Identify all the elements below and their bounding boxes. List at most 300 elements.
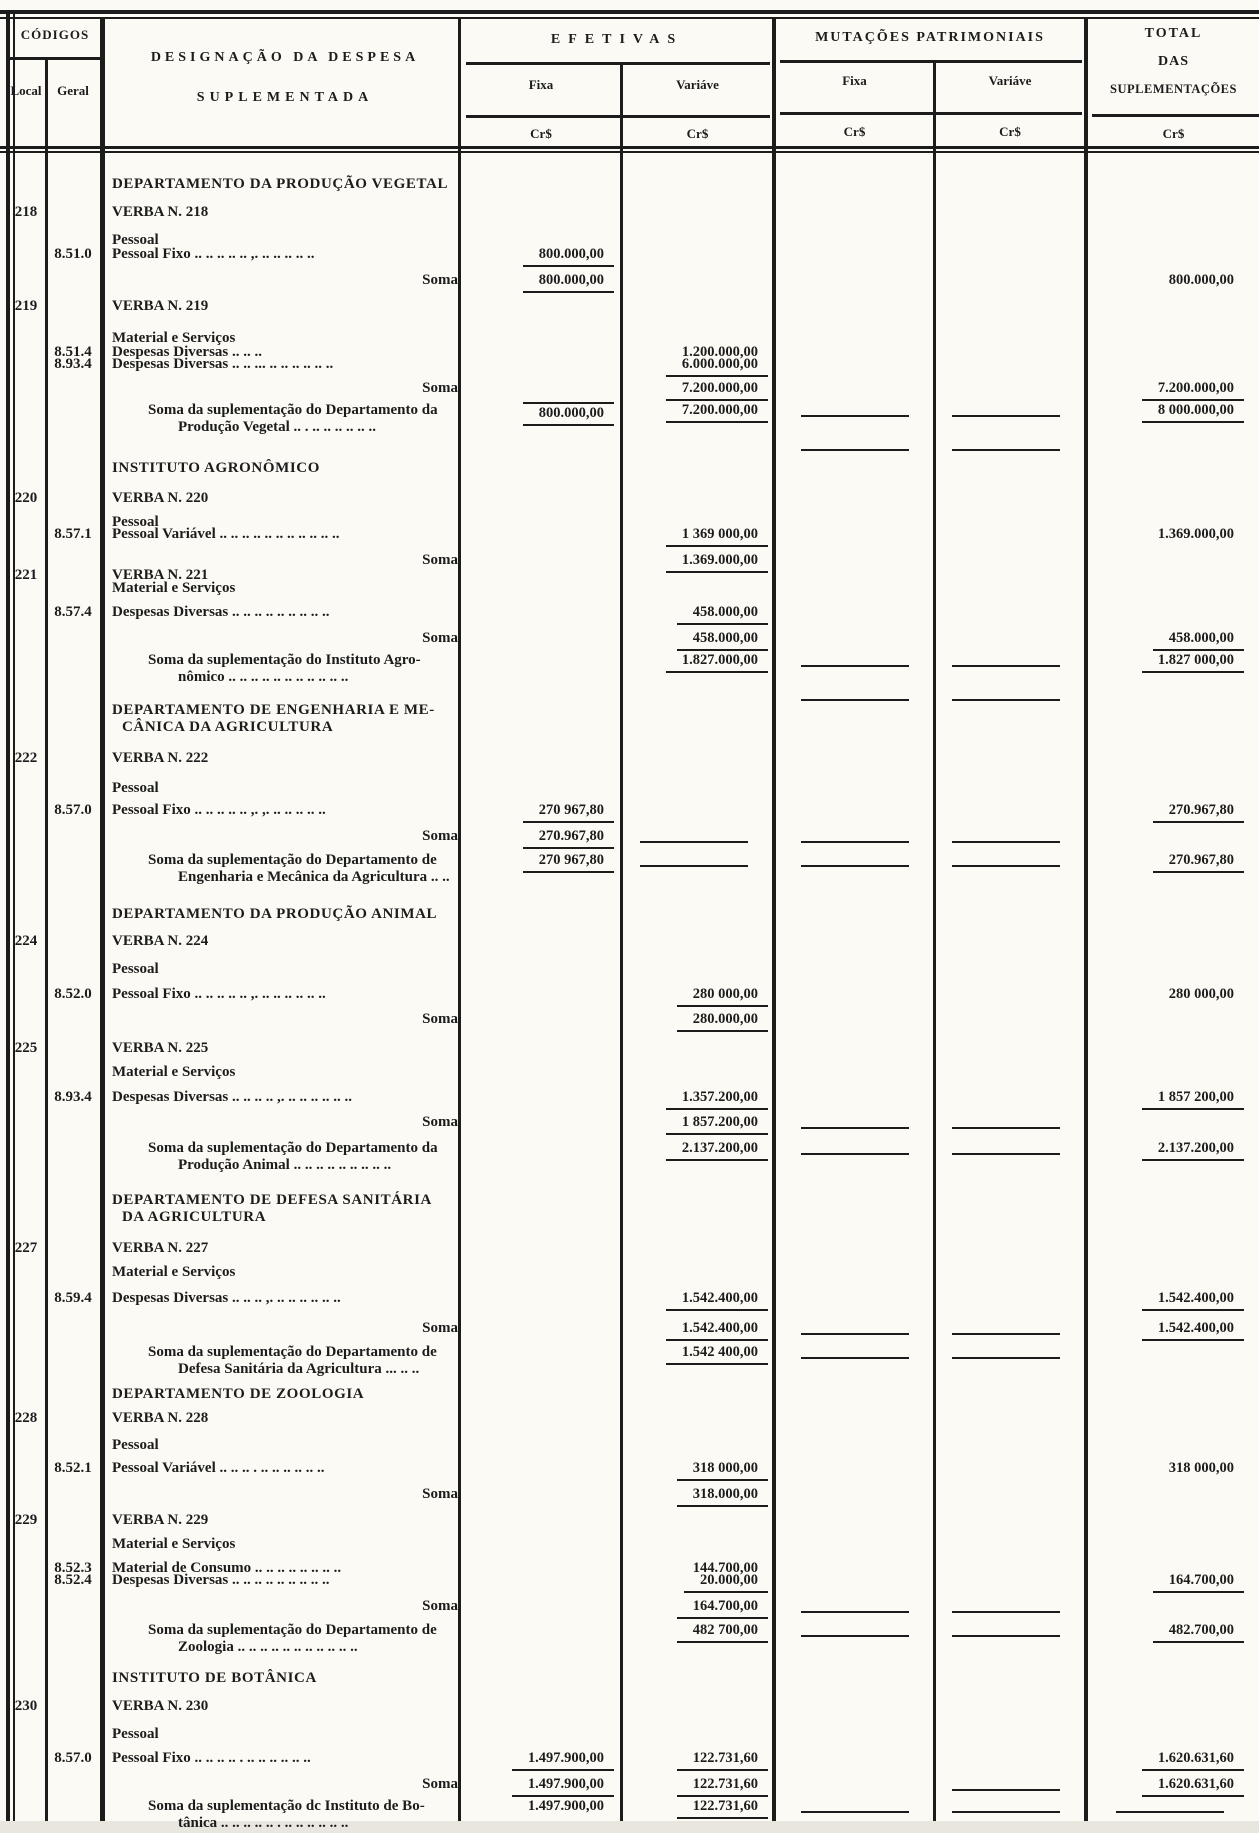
table-row-verba-229 — [0, 1512, 1259, 1538]
designacao-text — [112, 1750, 458, 1767]
designacao-text — [112, 204, 458, 221]
blank-dash — [801, 1635, 909, 1637]
total-header-line2: DAS — [1157, 54, 1189, 69]
header-bottom-line-1 — [0, 146, 1259, 149]
designacao-text — [112, 852, 458, 887]
blank-dash — [801, 1357, 909, 1359]
amount-value: 1.497.900,00 — [512, 1776, 614, 1797]
blank-dash — [640, 841, 748, 843]
designacao-line1: VERBA N. 219 — [112, 298, 209, 314]
blank-dash — [801, 1333, 909, 1335]
amount-value: 1 857.200,00 — [666, 1114, 768, 1135]
total-underline — [1092, 114, 1259, 117]
table-row-soma-4 — [0, 272, 1259, 298]
table-row-verba-230 — [0, 1698, 1259, 1724]
local-code: 227 — [14, 1240, 38, 1256]
local-code: 221 — [14, 567, 38, 583]
codigos-header: CÓDIGOS — [20, 27, 90, 42]
geral-column-header: Geral — [57, 83, 89, 98]
designacao-line1: VERBA N. 227 — [112, 1240, 209, 1256]
blank-dash — [801, 415, 909, 417]
amount-value: 270.967,80 — [1153, 802, 1244, 823]
designacao-text — [112, 1512, 458, 1529]
amount-value: 122.731,60 — [677, 1798, 768, 1819]
amount-cell-total — [1086, 380, 1244, 401]
amount-cell-fixa — [462, 1798, 614, 1817]
efetivas-underline — [466, 62, 770, 65]
amount-value: 458.000,00 — [677, 630, 768, 651]
amount-cell-variave — [624, 1290, 768, 1311]
table-row-item-8.57.0 — [0, 1750, 1259, 1776]
designacao-text — [112, 1726, 458, 1743]
designacao-text — [112, 986, 458, 1003]
amount-value: 1.827 000,00 — [1142, 652, 1244, 673]
amount-cell-total — [1086, 1750, 1244, 1771]
amount-cell-total — [1086, 852, 1244, 873]
designacao-text — [112, 1344, 458, 1379]
designacao-text — [112, 580, 458, 597]
designacao-line1: Material e Serviços — [112, 1064, 236, 1080]
designacao-line1: Pessoal — [112, 514, 159, 530]
amount-cell-variave — [624, 1460, 768, 1481]
amount-cell-variave — [624, 1598, 768, 1619]
efetivas-variave-header: Variáve — [676, 77, 719, 92]
amount-value: 318 000,00 — [1168, 1460, 1234, 1476]
amount-cell-variave — [624, 1798, 768, 1819]
table-row-section-27 — [0, 906, 1259, 932]
designacao-line1: Despesas Diversas .. .. .. .. ,. .. .. .. .. .. .. — [112, 1089, 352, 1105]
table-row-verba-220 — [0, 490, 1259, 516]
geral-code: 8.93.4 — [54, 1089, 92, 1105]
amount-value: 7.200.000,00 — [666, 402, 768, 423]
designacao-line1: DEPARTAMENTO DA PRODUÇÃO VEGETAL — [112, 176, 449, 192]
table-row-subhead-33 — [0, 1064, 1259, 1090]
designacao-line1: Despesas Diversas .. .. .. ,. .. .. .. .. .. .. — [112, 1290, 341, 1306]
amount-cell-fixa — [462, 272, 614, 293]
header-bottom-line-2 — [0, 151, 1259, 153]
blank-dash — [952, 1811, 1060, 1813]
amount-cell-variave — [624, 1114, 768, 1135]
local-code: 222 — [14, 750, 38, 766]
amount-value: 318 000,00 — [677, 1460, 768, 1481]
amount-value: 2.137.200,00 — [1142, 1140, 1244, 1161]
table-row-soma-25 — [0, 828, 1259, 854]
designacao-line1: Soma da suplementação do Departamento da — [148, 1140, 438, 1156]
amount-cell-total — [1086, 986, 1244, 1005]
total-header-line3: SUPLEMENTAÇÕES — [1110, 82, 1237, 96]
mutacoes-fixa-currency: Cr$ — [843, 124, 866, 139]
designacao-line1: Pessoal — [112, 1726, 159, 1742]
blank-dash — [801, 1811, 909, 1813]
amount-value: 800.000,00 — [523, 272, 614, 293]
geral-code: 8.52.3 — [54, 1560, 92, 1576]
amount-cell-total — [1086, 1320, 1244, 1341]
blank-dash — [801, 699, 909, 701]
designacao-line1: Soma — [422, 1486, 458, 1502]
efetivas-sub-underline — [466, 115, 770, 118]
table-row-item-8.57.0 — [0, 802, 1259, 828]
efetivas-fixa-currency: Cr$ — [530, 126, 552, 141]
amount-cell-variave — [624, 1572, 768, 1593]
efetivas-group-header: EFETIVAS — [550, 32, 684, 47]
blank-dash — [952, 1635, 1060, 1637]
designacao-line1: INSTITUTO DE BOTÂNICA — [112, 1670, 317, 1686]
designacao-line1: Despesas Diversas .. .. .. .. .. .. .. .. .. — [112, 604, 330, 620]
table-row-item-8.59.4 — [0, 1290, 1259, 1316]
efetivas-fixa-header: Fixa — [528, 77, 554, 92]
amount-cell-variave — [624, 356, 768, 377]
table-row-item-8.93.4 — [0, 1089, 1259, 1115]
table-row-soma-31 — [0, 1011, 1259, 1037]
designacao-text — [112, 1089, 458, 1106]
designacao-line1: Soma — [422, 828, 458, 844]
designacao-text — [112, 1437, 458, 1454]
designacao-line1: Soma da suplementação dc Instituto de Bo- — [148, 1798, 425, 1814]
designacao-line2: Defesa Sanitária da Agricultura ... .. .. — [178, 1361, 420, 1378]
designacao-line1: DEPARTAMENTO DA PRODUÇÃO ANIMAL — [112, 906, 438, 922]
blank-dash — [952, 665, 1060, 667]
efetivas-variave-currency: Cr$ — [686, 126, 709, 141]
mutacoes-sub-underline — [780, 112, 1082, 115]
table-row-somasup-36 — [0, 1140, 1259, 1174]
amount-cell-total — [1086, 1460, 1244, 1479]
designacao-line1: Pessoal Fixo .. .. .. .. .. ,. .. .. .. .. .. .. — [112, 986, 326, 1002]
amount-cell-variave — [624, 402, 768, 423]
table-row-section-54 — [0, 1670, 1259, 1696]
designacao-text — [112, 272, 468, 289]
designacao-line2: Engenharia e Mecânica da Agricultura .. .. — [178, 869, 450, 886]
amount-cell-total — [1086, 1622, 1244, 1643]
designacao-line1: Soma — [422, 552, 458, 568]
designacao-text — [112, 961, 458, 978]
blank-dash — [952, 1127, 1060, 1129]
designacao-line1: Material e Serviços — [112, 1536, 236, 1552]
designacao-line2: Zoologia .. .. .. .. .. .. .. .. .. .. .. — [178, 1639, 358, 1656]
blank-dash — [952, 1611, 1060, 1613]
blank-dash — [640, 865, 748, 867]
amount-value: 280.000,00 — [677, 1011, 768, 1032]
amount-value: 144.700,00 — [692, 1560, 758, 1576]
designacao-line1: Pessoal Fixo .. .. .. .. .. ,. .. .. .. .. .. — [112, 246, 315, 262]
local-code: 229 — [14, 1512, 38, 1528]
designacao-line1: Despesas Diversas .. .. ... .. .. .. .. .. .. — [112, 356, 334, 372]
amount-value: 122.731,60 — [677, 1750, 768, 1771]
designacao-line1: VERBA N. 222 — [112, 750, 209, 766]
designacao-text — [112, 828, 468, 845]
designacao-line1: Pessoal Fixo .. .. .. .. . .. .. .. .. .. .. — [112, 1750, 311, 1766]
amount-cell-total — [1086, 1140, 1244, 1161]
designacao-line1: Soma — [422, 380, 458, 396]
table-row-somasup-26 — [0, 852, 1259, 886]
local-code: 218 — [14, 204, 38, 220]
designacao-text — [112, 402, 458, 437]
amount-cell-fixa — [462, 828, 614, 849]
designacao-line1: INSTITUTO AGRONÔMICO — [112, 460, 321, 476]
designacao-text — [112, 1486, 468, 1503]
designacao-text — [112, 1040, 458, 1057]
amount-value: 1.542.400,00 — [1142, 1320, 1244, 1341]
geral-code: 8.93.4 — [54, 356, 92, 372]
geral-code: 8.57.1 — [54, 526, 92, 542]
table-row-verba-219 — [0, 298, 1259, 324]
designacao-line1: Material e Serviços — [112, 1264, 236, 1280]
amount-value: 1.542 400,00 — [666, 1344, 768, 1365]
table-row-soma-52 — [0, 1598, 1259, 1624]
designacao-text — [112, 1410, 458, 1427]
designacao-line1: VERBA N. 225 — [112, 1040, 209, 1056]
amount-value: 1.827.000,00 — [666, 652, 768, 673]
amount-cell-fixa — [462, 402, 614, 426]
designacao-line1: VERBA N. 228 — [112, 1410, 209, 1426]
amount-cell-variave — [624, 1140, 768, 1161]
designacao-line1: VERBA N. 224 — [112, 933, 209, 949]
table-border-top-inner — [0, 17, 1259, 19]
designacao-text — [112, 750, 458, 767]
table-row-section-43 — [0, 1386, 1259, 1412]
table-row-verba-224 — [0, 933, 1259, 959]
designacao-line1: Material de Consumo .. .. .. .. .. .. .. .. — [112, 1560, 342, 1576]
local-column-header: Local — [10, 83, 42, 98]
blank-dash — [952, 1789, 1060, 1791]
table-row-item-8.93.4 — [0, 356, 1259, 382]
amount-cell-variave — [624, 652, 768, 673]
amount-value: 164.700,00 — [677, 1598, 768, 1619]
blank-dash — [952, 841, 1060, 843]
blank-dash — [801, 665, 909, 667]
designacao-text — [112, 1670, 458, 1687]
designacao-text — [112, 702, 458, 737]
designacao-line1: Despesas Diversas .. .. .. .. .. .. .. .. .. — [112, 1572, 330, 1588]
designacao-text — [112, 1192, 458, 1227]
blank-dash — [952, 1153, 1060, 1155]
designacao-text — [112, 604, 458, 621]
designacao-text — [112, 1064, 458, 1081]
blank-dash — [952, 449, 1060, 451]
codigos-underline — [6, 57, 103, 60]
designacao-text — [112, 630, 468, 647]
designacao-line2: tânica .. .. .. .. .. . .. .. .. .. .. .. — [178, 1815, 349, 1832]
amount-cell-total — [1086, 402, 1244, 423]
geral-code: 8.57.4 — [54, 604, 92, 620]
amount-value: 318.000,00 — [677, 1486, 768, 1507]
table-row-verba-227 — [0, 1240, 1259, 1266]
table-row-soma-47 — [0, 1486, 1259, 1512]
amount-cell-total — [1086, 272, 1244, 291]
blank-dash — [952, 1333, 1060, 1335]
amount-value: 280 000,00 — [677, 986, 768, 1007]
designacao-text — [112, 933, 458, 950]
designacao-text — [112, 780, 458, 797]
geral-code: 8.57.0 — [54, 802, 92, 818]
table-row-item-8.51.0 — [0, 246, 1259, 272]
amount-value: 270 967,80 — [523, 852, 614, 873]
amount-cell-total — [1086, 1776, 1244, 1797]
blank-dash — [801, 1127, 909, 1129]
amount-value: 1 369 000,00 — [666, 526, 768, 547]
amount-value: 122.731,60 — [677, 1776, 768, 1797]
amount-value: 6.000.000,00 — [666, 356, 768, 377]
designacao-text — [112, 802, 458, 819]
designacao-line2: Produção Animal .. .. .. .. .. .. .. .. .. — [178, 1157, 392, 1174]
amount-cell-fixa — [462, 1776, 614, 1797]
mutacoes-fixa-header: Fixa — [842, 73, 867, 88]
designacao-line1: VERBA N. 218 — [112, 204, 209, 220]
amount-value: 164.700,00 — [1153, 1572, 1244, 1593]
blank-dash — [952, 415, 1060, 417]
amount-cell-variave — [624, 1622, 768, 1643]
amount-value: 482 700,00 — [677, 1622, 768, 1643]
table-row-item-8.57.4 — [0, 604, 1259, 630]
amount-cell-fixa — [462, 246, 614, 267]
designacao-line1: Soma da suplementação do Departamento de — [148, 1344, 437, 1360]
designacao-line1: Soma — [422, 1598, 458, 1614]
designacao-line1: VERBA N. 230 — [112, 1698, 209, 1714]
amount-value: 20.000,00 — [684, 1572, 768, 1593]
blank-dash — [952, 699, 1060, 701]
table-row-item-8.52.1 — [0, 1460, 1259, 1486]
amount-value: 1.497.900,00 — [527, 1798, 604, 1814]
designacao-line1: DEPARTAMENTO DE DEFESA SANITÁRIA — [112, 1192, 432, 1208]
designacao-text — [112, 380, 468, 397]
designacao-text — [112, 1011, 468, 1028]
geral-code: 8.51.4 — [54, 344, 92, 360]
amount-cell-variave — [624, 1776, 768, 1797]
designacao-line1: Soma da suplementação do Departamento de — [148, 1622, 437, 1638]
designacao-text — [112, 1114, 468, 1131]
geral-code: 8.51.0 — [54, 246, 92, 262]
amount-value: 270.967,80 — [1153, 852, 1244, 873]
designacao-line1: DEPARTAMENTO DE ZOOLOGIA — [112, 1386, 365, 1402]
local-code: 230 — [14, 1698, 38, 1714]
amount-value: 7.200.000,00 — [1142, 380, 1244, 401]
designacao-line2: nômico .. .. .. .. .. .. .. .. .. .. .. — [178, 669, 349, 686]
amount-cell-variave — [624, 1344, 768, 1365]
local-code: 225 — [14, 1040, 38, 1056]
designacao-line2: DA AGRICULTURA — [122, 1209, 267, 1226]
amount-value: 2.137.200,00 — [666, 1140, 768, 1161]
amount-cell-variave — [624, 1320, 768, 1341]
table-row-subhead-56 — [0, 1726, 1259, 1752]
total-header-line1: TOTAL — [1144, 26, 1203, 41]
blank-dash — [801, 1153, 909, 1155]
amount-value: 458.000,00 — [677, 604, 768, 625]
table-row-section-21 — [0, 702, 1259, 736]
table-border-top-outer — [0, 10, 1259, 14]
designacao-line1: Pessoal — [112, 232, 159, 248]
table-row-section-0 — [0, 176, 1259, 202]
table-row-somasup-59 — [0, 1798, 1259, 1832]
table-row-soma-35 — [0, 1114, 1259, 1140]
designacao-text — [112, 1460, 458, 1477]
amount-value: 1.369.000,00 — [1157, 526, 1234, 542]
amount-cell-variave — [624, 986, 768, 1007]
amount-value: 1.620.631,60 — [1142, 1750, 1244, 1771]
table-row-item-8.52.0 — [0, 986, 1259, 1012]
designacao-line1: Soma — [422, 1011, 458, 1027]
amount-value: 270 967,80 — [523, 802, 614, 823]
mutacoes-group-header: MUTAÇÕES PATRIMONIAIS — [815, 30, 1045, 45]
amount-cell-variave — [624, 1011, 768, 1032]
table-row-somasup-42 — [0, 1344, 1259, 1378]
table-row-subhead-49 — [0, 1536, 1259, 1562]
total-currency: Cr$ — [1162, 126, 1185, 141]
table-row-subhead-17 — [0, 580, 1259, 606]
table-row-item-8.57.1 — [0, 526, 1259, 552]
designacao-text — [112, 1320, 468, 1337]
designacao-line1: Pessoal — [112, 780, 159, 796]
blank-dash — [801, 865, 909, 867]
local-code: 224 — [14, 933, 38, 949]
amount-cell-variave — [624, 1486, 768, 1507]
designacao-text — [112, 1240, 458, 1257]
amount-value: 458.000,00 — [1153, 630, 1244, 651]
designacao-line1: Soma da suplementação do Departamento de — [148, 852, 437, 868]
table-row-somasup-53 — [0, 1622, 1259, 1656]
local-code: 219 — [14, 298, 38, 314]
amount-value: 1.357.200,00 — [666, 1089, 768, 1110]
amount-cell-variave — [624, 380, 768, 401]
table-row-somasup-10 — [0, 402, 1259, 436]
amount-value: 1.620.631,60 — [1142, 1776, 1244, 1797]
geral-code: 8.57.0 — [54, 1750, 92, 1766]
amount-value: 280 000,00 — [1168, 986, 1234, 1002]
amount-cell-fixa — [462, 1750, 614, 1771]
designacao-text — [112, 298, 458, 315]
designacao-line1: Soma — [422, 272, 458, 288]
designacao-line1: VERBA N. 220 — [112, 490, 209, 506]
table-row-verba-225 — [0, 1040, 1259, 1066]
blank-dash — [801, 449, 909, 451]
table-row-item-8.52.4 — [0, 1572, 1259, 1598]
amount-value: 800.000,00 — [1168, 272, 1234, 288]
amount-cell-total — [1086, 1572, 1244, 1593]
designacao-line1: Pessoal Fixo .. .. .. .. .. ,. ,. .. .. .. .. .. — [112, 802, 326, 818]
designacao-text — [112, 460, 458, 477]
amount-cell-variave — [624, 630, 768, 651]
designacao-text — [112, 1598, 468, 1615]
mutacoes-underline — [780, 60, 1082, 63]
table-row-subhead-29 — [0, 961, 1259, 987]
amount-value: 800.000,00 — [523, 402, 614, 426]
amount-value: 270.967,80 — [523, 828, 614, 849]
table-row-verba-218 — [0, 204, 1259, 230]
designacao-text — [112, 1140, 458, 1175]
designacao-line1: Pessoal Variável .. .. .. . .. .. .. .. .. .. — [112, 1460, 325, 1476]
amount-cell-total — [1086, 802, 1244, 823]
mutacoes-variave-header: Variáve — [988, 73, 1032, 88]
blank-dash — [801, 1611, 909, 1613]
amount-value: 1 857 200,00 — [1142, 1089, 1244, 1110]
blank-dash — [801, 841, 909, 843]
designacao-line1: Pessoal Variável .. .. .. .. .. .. .. .. .. .. .. — [112, 526, 340, 542]
amount-value: 1.369.000,00 — [666, 552, 768, 573]
designacao-line1: Pessoal — [112, 961, 159, 977]
designacao-line1: Soma — [422, 630, 458, 646]
designacao-text — [112, 356, 458, 373]
designacao-text — [112, 1386, 458, 1403]
designacao-line1: Soma da suplementação do Departamento da — [148, 402, 438, 418]
designacao-text — [112, 1798, 458, 1833]
amount-cell-total — [1086, 526, 1244, 545]
geral-code: 8.52.1 — [54, 1460, 92, 1476]
table-row-section-37 — [0, 1192, 1259, 1226]
designacao-text — [112, 652, 458, 687]
designacao-text — [112, 1536, 458, 1553]
designacao-line2: Produção Vegetal .. . .. .. .. .. .. .. — [178, 419, 377, 436]
designacao-line1: Material e Serviços — [112, 330, 236, 346]
amount-cell-total — [1086, 1290, 1244, 1311]
designacao-line1: VERBA N. 229 — [112, 1512, 209, 1528]
